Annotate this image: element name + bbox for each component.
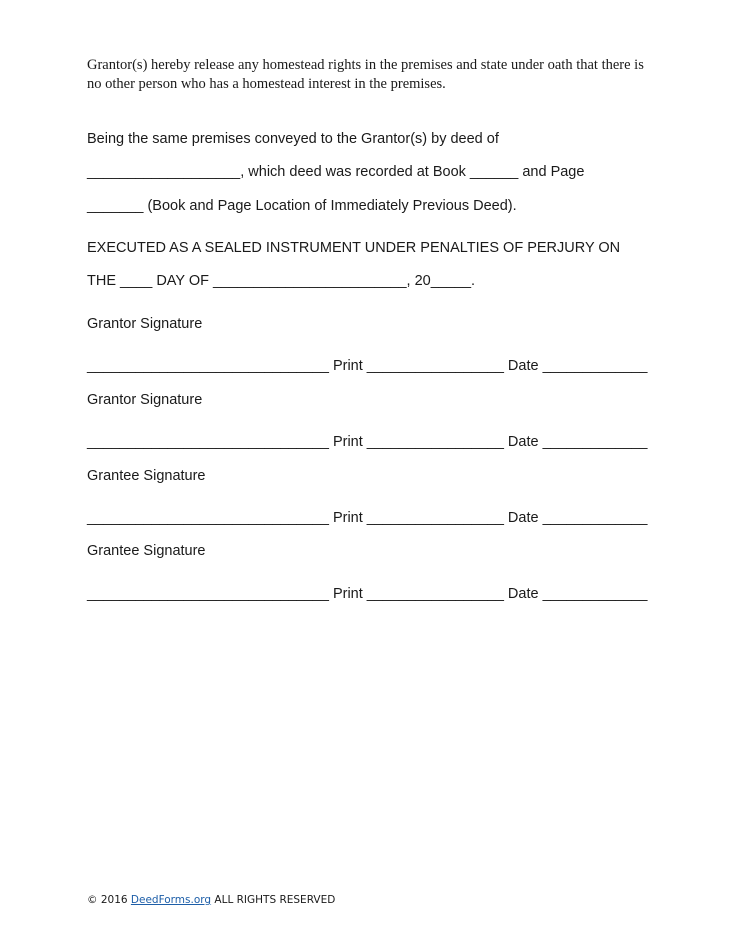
footer-rights: ALL RIGHTS RESERVED — [214, 894, 336, 906]
signature-line-grantee-1: ______________________________ Print _________________ Date _____________ — [87, 510, 648, 526]
previous-deed-line-2: ___________________, which deed was recorded at Book ______ and Page — [87, 164, 585, 180]
signature-line-grantor-1: ______________________________ Print _________________ Date _____________ — [87, 358, 648, 374]
homestead-release-paragraph: Grantor(s) hereby release any homestead rights in the premises and state under oath that there is no other person who has a homestead interest in the premises. — [87, 57, 644, 92]
execution-line-1: EXECUTED AS A SEALED INSTRUMENT UNDER PENALTIES OF PERJURY ON — [87, 240, 621, 256]
footer — [87, 894, 335, 906]
footer-copyright: © 2016 — [87, 894, 128, 906]
signature-label-grantor-2: Grantor Signature — [87, 392, 203, 408]
signature-line-grantee-2: ______________________________ Print _________________ Date _____________ — [87, 586, 648, 602]
signature-label-grantor-1: Grantor Signature — [87, 316, 203, 332]
previous-deed-line-3: _______ (Book and Page Location of Immediately Previous Deed). — [87, 198, 517, 214]
previous-deed-line-1: Being the same premises conveyed to the Grantor(s) by deed of — [87, 131, 499, 147]
signature-line-grantor-2: ______________________________ Print _________________ Date _____________ — [87, 434, 648, 450]
signature-label-grantee-2: Grantee Signature — [87, 543, 206, 559]
deedforms-link[interactable]: DeedForms.org — [130, 894, 212, 906]
signature-label-grantee-1: Grantee Signature — [87, 468, 206, 484]
execution-line-2: THE ____ DAY OF ________________________, 20_____. — [87, 273, 476, 289]
